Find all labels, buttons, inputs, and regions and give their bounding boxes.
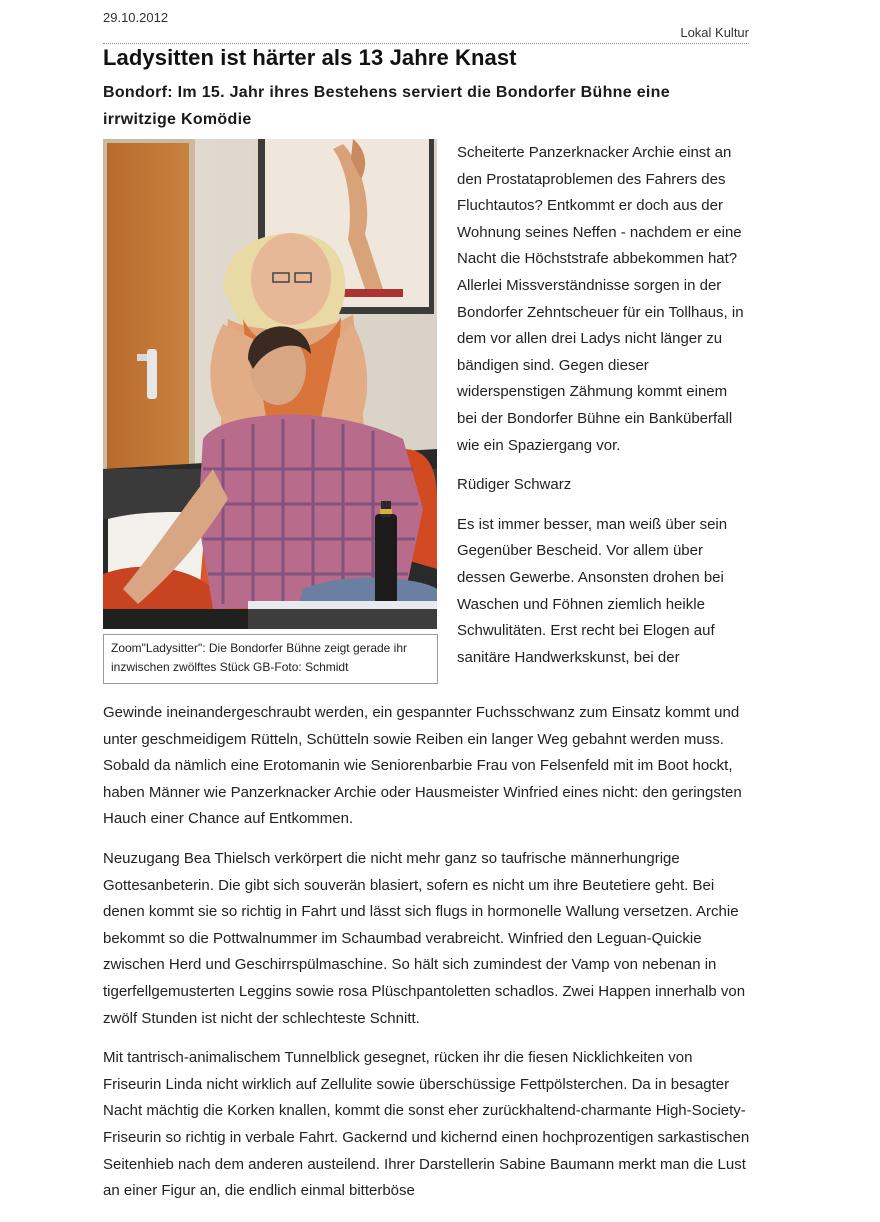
article-date: 29.10.2012 xyxy=(103,10,169,25)
body-paragraph-1-continued: Gewinde ineinandergeschraubt werden, ein gespannter Fuchsschwanz zum Einsatz kommt und unter geschmeidigem Rütteln, Schütteln sowie Reiben ein langer Weg gebahnt werden muss. Sobald da nämlich eine Erotomanin wie Seniorenbarbie Frau von Felsenfeld mit im Boot hockt, haben Männer wie Panzerknacker Archie oder Hausmeister Winfried eines nicht: den geringsten Hauch einer Chance auf Entkommen. xyxy=(103,704,742,828)
section-label: Lokal Kultur xyxy=(680,25,749,40)
body-paragraph-3: Mit tantrisch-animalischem Tunnelblick gesegnet, rücken ihr die fiesen Nicklichkeiten von Friseurin Linda nicht wirklich auf Zellulite sowie überschüssige Fettpölsterchen. Da in besagter Nacht mächtig die Korken knallen, kommt die sonst eher zurückhaltend-charmante High-Society-Friseurin so richtig in verbale Fahrt. Gackernd und kichernd einen hochprozentigen sarkastischen Seitenhieb nach dem anderen austeilend. Ihrer Darstellerin Sabine Baumann merkt man die Lust an einer Figur an, die endlich einmal bitterböse xyxy=(103,1049,750,1200)
article-photo xyxy=(103,139,437,629)
article-headline: Ladysitten ist härter als 13 Jahre Knast xyxy=(103,45,517,70)
author-byline: Rüdiger Schwarz xyxy=(457,476,572,494)
body-paragraph-1: Es ist immer besser, man weiß über sein Gegenüber Bescheid. Vor allem über dessen Gewerbe. Ansonsten drohen bei Waschen und Föhnen ziemlich heikle Schwulitäten. Erst recht bei Elogen auf sanitäre Handwerkskunst, bei der xyxy=(457,515,728,666)
body-paragraph-2: Neuzugang Bea Thielsch verkörpert die nicht mehr ganz so taufrische männerhungrige Gottesanbeterin. Die gibt sich souverän blasiert, sofern es nicht um ihre Beutetiere geht. Bei denen kommt sie so richtig in Fahrt und lässt sich flugs in hormonelle Wallung versetzen. Archie bekommt so die Pottwalnummer im Schaumbad verabreicht. Winfried den Leguan-Quickie zwischen Herd und Geschirrspülmaschine. So hält sich zumindest der Vamp von nebenan in tigerfellgemusterten Leggins sowie rosa Plüschpantoletten schadlos. Zwei Happen innerhalb von zwölf Stunden ist nicht der schlechteste Schnitt. xyxy=(103,849,746,1027)
article-subheadline: Bondorf: Im 15. Jahr ihres Bestehens serviert die Bondorfer Bühne eine irrwitzige Komödie xyxy=(103,84,670,128)
photo-caption: Zoom"Ladysitter": Die Bondorfer Bühne zeigt gerade ihr inzwischen zwölftes Stück GB-Foto: Schmidt xyxy=(103,634,438,684)
intro-paragraph: Scheiterte Panzerknacker Archie einst an den Prostataproblemen des Fahrers des Fluchtautos? Entkommt er doch aus der Wohnung seines Neffen - nachdem er eine Nacht die Höchststrafe abbekommen hat? Allerlei Missverständnisse sorgen in der Bondorfer Zehntscheuer für ein Tollhaus, in dem vor allen drei Ladys nicht länger zu bändigen sind. Gegen dieser widerspenstigen Zähmung kommt einem bei der Bondorfer Bühne ein Banküberfall wie ein Spaziergang vor. xyxy=(457,144,744,454)
header-divider xyxy=(103,43,749,44)
article-column-text xyxy=(457,140,749,684)
article-body-text xyxy=(103,700,753,1218)
